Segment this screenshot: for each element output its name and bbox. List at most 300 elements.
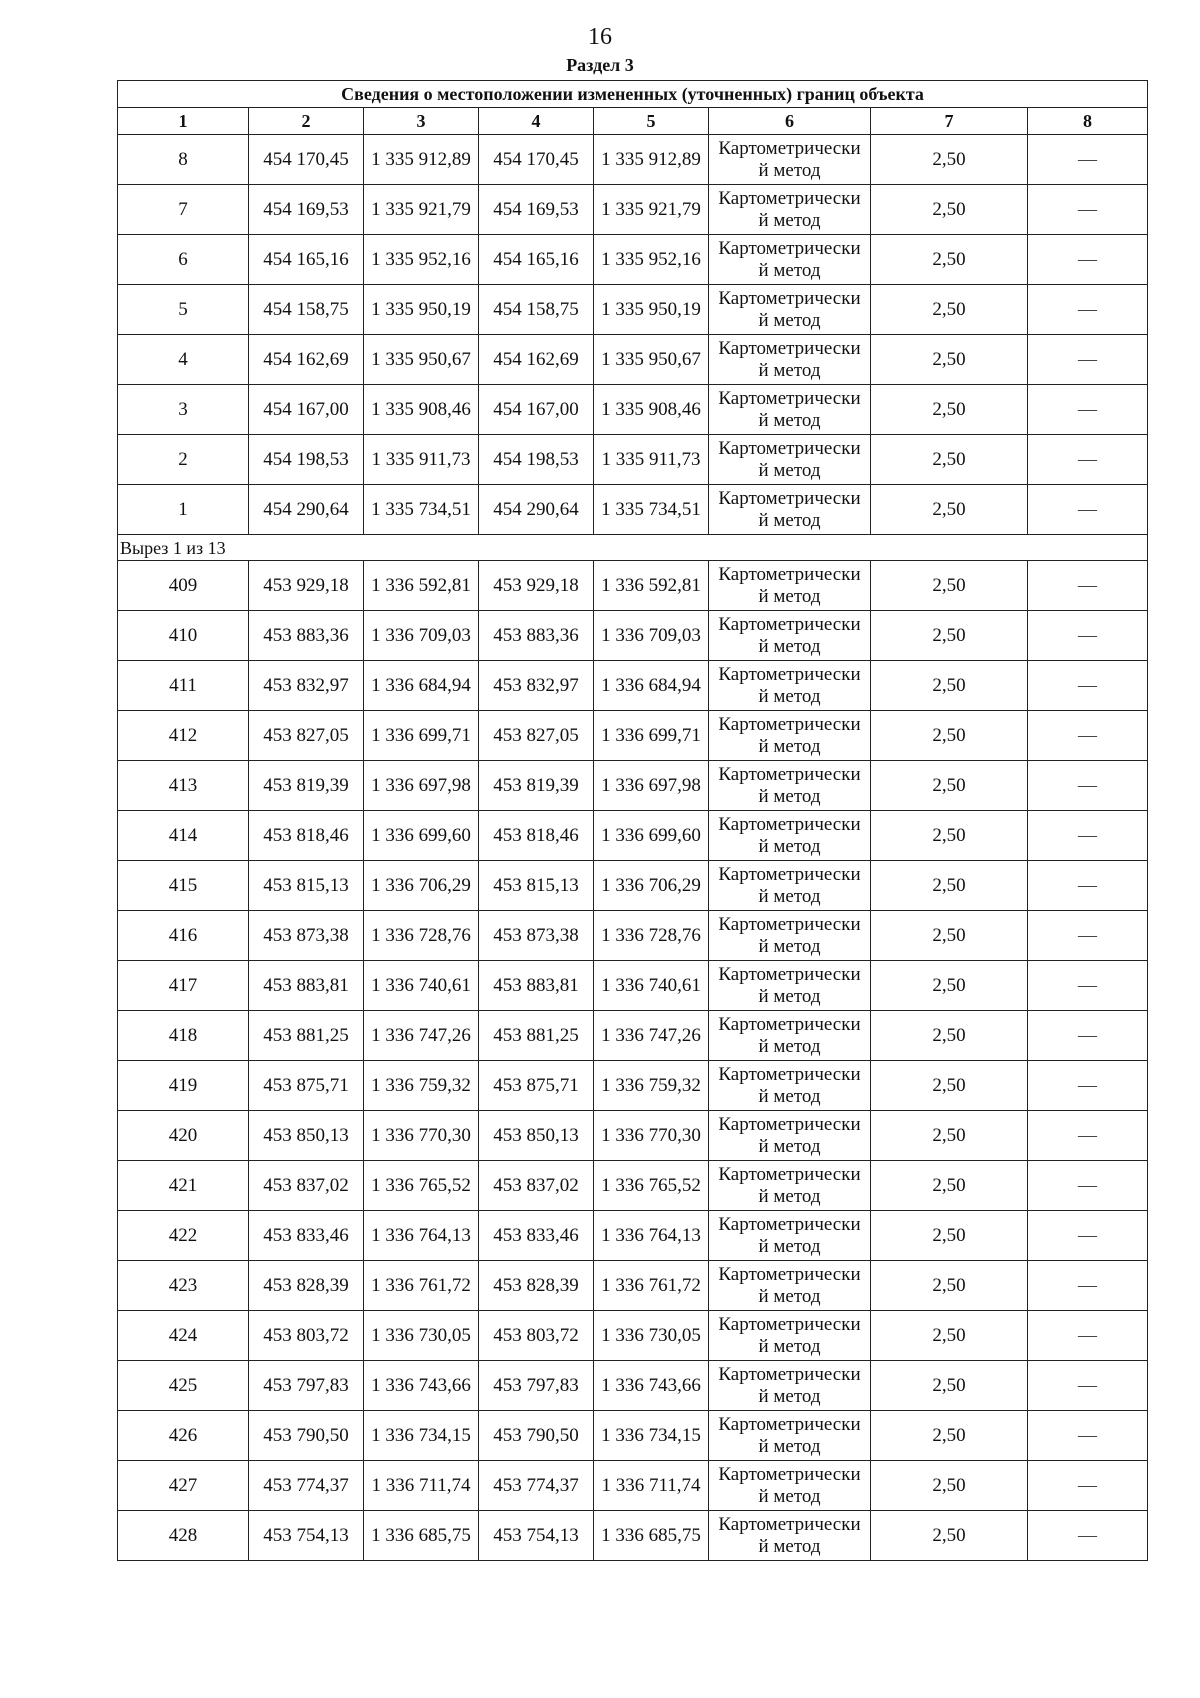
new-y: 1 336 747,26 — [594, 1011, 709, 1061]
description: — — [1028, 1161, 1148, 1211]
method-cell — [709, 611, 871, 661]
method-line-1: Картометрически — [718, 337, 861, 359]
method-line-1: Картометрически — [718, 1313, 861, 1335]
existing-x: 453 832,97 — [249, 661, 364, 711]
precision: 2,50 — [871, 1311, 1028, 1361]
existing-y: 1 336 699,60 — [364, 811, 479, 861]
existing-x: 453 873,38 — [249, 911, 364, 961]
method-line-2: й метод — [758, 459, 821, 481]
method-cell — [709, 1111, 871, 1161]
existing-y: 1 335 908,46 — [364, 385, 479, 435]
method-line-2: й метод — [758, 585, 821, 607]
method-line-1: Картометрически — [718, 1463, 861, 1485]
point-number: 6 — [118, 235, 249, 285]
new-x: 453 774,37 — [479, 1461, 594, 1511]
method-cell — [709, 285, 871, 335]
existing-y: 1 335 912,89 — [364, 135, 479, 185]
method-line-1: Картометрически — [718, 563, 861, 585]
table-row — [118, 1361, 1148, 1411]
new-x: 453 790,50 — [479, 1411, 594, 1461]
method-line-1: Картометрически — [718, 237, 861, 259]
point-number: 4 — [118, 335, 249, 385]
table-row — [118, 235, 1148, 285]
point-number: 418 — [118, 1011, 249, 1061]
column-number: 3 — [364, 108, 479, 135]
existing-y: 1 336 730,05 — [364, 1311, 479, 1361]
new-y: 1 336 685,75 — [594, 1511, 709, 1561]
precision: 2,50 — [871, 285, 1028, 335]
precision: 2,50 — [871, 961, 1028, 1011]
method-line-1: Картометрически — [718, 137, 861, 159]
method-line-1: Картометрически — [718, 387, 861, 409]
point-number: 410 — [118, 611, 249, 661]
new-y: 1 336 709,03 — [594, 611, 709, 661]
precision: 2,50 — [871, 1411, 1028, 1461]
method-line-1: Картометрически — [718, 1413, 861, 1435]
description: — — [1028, 661, 1148, 711]
existing-x: 453 833,46 — [249, 1211, 364, 1261]
point-number: 417 — [118, 961, 249, 1011]
method-cell — [709, 1211, 871, 1261]
table-row — [118, 811, 1148, 861]
method-line-2: й метод — [758, 509, 821, 531]
point-number: 420 — [118, 1111, 249, 1161]
point-number: 425 — [118, 1361, 249, 1411]
new-x: 453 850,13 — [479, 1111, 594, 1161]
point-number: 426 — [118, 1411, 249, 1461]
existing-x: 453 883,81 — [249, 961, 364, 1011]
new-x: 453 815,13 — [479, 861, 594, 911]
new-x: 454 165,16 — [479, 235, 594, 285]
point-number: 413 — [118, 761, 249, 811]
method-cell — [709, 1361, 871, 1411]
method-cell — [709, 661, 871, 711]
method-line-2: й метод — [758, 1335, 821, 1357]
method-line-2: й метод — [758, 1035, 821, 1057]
new-x: 453 881,25 — [479, 1011, 594, 1061]
description: — — [1028, 1411, 1148, 1461]
method-line-1: Картометрически — [718, 1163, 861, 1185]
existing-x: 454 158,75 — [249, 285, 364, 335]
precision: 2,50 — [871, 1511, 1028, 1561]
column-number-row — [118, 108, 1148, 135]
precision: 2,50 — [871, 335, 1028, 385]
existing-x: 453 837,02 — [249, 1161, 364, 1211]
point-number: 424 — [118, 1311, 249, 1361]
new-y: 1 335 734,51 — [594, 485, 709, 535]
method-line-1: Картометрически — [718, 613, 861, 635]
table-row — [118, 435, 1148, 485]
new-x: 454 162,69 — [479, 335, 594, 385]
point-number: 414 — [118, 811, 249, 861]
method-line-1: Картометрически — [718, 963, 861, 985]
method-line-1: Картометрически — [718, 1263, 861, 1285]
new-y: 1 336 728,76 — [594, 911, 709, 961]
method-line-2: й метод — [758, 1085, 821, 1107]
table-row — [118, 1261, 1148, 1311]
description: — — [1028, 761, 1148, 811]
existing-y: 1 336 685,75 — [364, 1511, 479, 1561]
method-line-2: й метод — [758, 735, 821, 757]
precision: 2,50 — [871, 761, 1028, 811]
method-line-2: й метод — [758, 1485, 821, 1507]
method-cell — [709, 1511, 871, 1561]
description: — — [1028, 1211, 1148, 1261]
description: — — [1028, 235, 1148, 285]
description: — — [1028, 1261, 1148, 1311]
table-row — [118, 1461, 1148, 1511]
description: — — [1028, 185, 1148, 235]
precision: 2,50 — [871, 1011, 1028, 1061]
table-row — [118, 385, 1148, 435]
existing-x: 453 883,36 — [249, 611, 364, 661]
description: — — [1028, 1461, 1148, 1511]
table-row — [118, 335, 1148, 385]
existing-x: 453 819,39 — [249, 761, 364, 811]
method-cell — [709, 761, 871, 811]
point-number: 423 — [118, 1261, 249, 1311]
precision: 2,50 — [871, 661, 1028, 711]
table-row — [118, 961, 1148, 1011]
new-x: 454 158,75 — [479, 285, 594, 335]
existing-y: 1 336 734,15 — [364, 1411, 479, 1461]
new-x: 454 290,64 — [479, 485, 594, 535]
table-row — [118, 861, 1148, 911]
new-y: 1 336 734,15 — [594, 1411, 709, 1461]
table-row — [118, 661, 1148, 711]
existing-y: 1 336 743,66 — [364, 1361, 479, 1411]
new-x: 454 198,53 — [479, 435, 594, 485]
method-cell — [709, 561, 871, 611]
table-row — [118, 1411, 1148, 1461]
method-cell — [709, 861, 871, 911]
table-row — [118, 485, 1148, 535]
existing-y: 1 335 952,16 — [364, 235, 479, 285]
method-line-2: й метод — [758, 985, 821, 1007]
existing-y: 1 336 740,61 — [364, 961, 479, 1011]
existing-x: 453 875,71 — [249, 1061, 364, 1111]
method-line-1: Картометрически — [718, 913, 861, 935]
new-y: 1 336 764,13 — [594, 1211, 709, 1261]
precision: 2,50 — [871, 485, 1028, 535]
new-x: 453 819,39 — [479, 761, 594, 811]
point-number: 419 — [118, 1061, 249, 1111]
new-x: 454 169,53 — [479, 185, 594, 235]
description: — — [1028, 335, 1148, 385]
new-y: 1 336 697,98 — [594, 761, 709, 811]
existing-y: 1 336 728,76 — [364, 911, 479, 961]
existing-y: 1 335 950,67 — [364, 335, 479, 385]
method-line-2: й метод — [758, 309, 821, 331]
existing-x: 453 790,50 — [249, 1411, 364, 1461]
new-x: 453 883,81 — [479, 961, 594, 1011]
precision: 2,50 — [871, 1211, 1028, 1261]
method-line-2: й метод — [758, 209, 821, 231]
cutout-row — [118, 535, 1148, 561]
description: — — [1028, 485, 1148, 535]
existing-y: 1 336 709,03 — [364, 611, 479, 661]
existing-x: 454 290,64 — [249, 485, 364, 535]
existing-x: 453 929,18 — [249, 561, 364, 611]
description: — — [1028, 435, 1148, 485]
new-x: 453 827,05 — [479, 711, 594, 761]
method-line-1: Картометрически — [718, 1363, 861, 1385]
description: — — [1028, 811, 1148, 861]
new-y: 1 336 706,29 — [594, 861, 709, 911]
point-number: 412 — [118, 711, 249, 761]
method-line-1: Картометрически — [718, 287, 861, 309]
new-y: 1 336 770,30 — [594, 1111, 709, 1161]
new-x: 453 797,83 — [479, 1361, 594, 1411]
precision: 2,50 — [871, 135, 1028, 185]
existing-x: 453 803,72 — [249, 1311, 364, 1361]
method-line-2: й метод — [758, 409, 821, 431]
existing-y: 1 336 592,81 — [364, 561, 479, 611]
point-number: 416 — [118, 911, 249, 961]
new-x: 453 803,72 — [479, 1311, 594, 1361]
description: — — [1028, 961, 1148, 1011]
table-row — [118, 761, 1148, 811]
new-y: 1 336 684,94 — [594, 661, 709, 711]
column-number: 1 — [118, 108, 249, 135]
new-x: 453 818,46 — [479, 811, 594, 861]
method-line-1: Картометрически — [718, 713, 861, 735]
existing-y: 1 336 770,30 — [364, 1111, 479, 1161]
existing-y: 1 336 761,72 — [364, 1261, 479, 1311]
method-line-2: й метод — [758, 835, 821, 857]
method-cell — [709, 1411, 871, 1461]
table-row — [118, 1161, 1148, 1211]
method-line-1: Картометрически — [718, 487, 861, 509]
new-y: 1 335 908,46 — [594, 385, 709, 435]
existing-y: 1 336 697,98 — [364, 761, 479, 811]
method-line-1: Картометрически — [718, 1063, 861, 1085]
existing-y: 1 336 765,52 — [364, 1161, 479, 1211]
new-x: 453 873,38 — [479, 911, 594, 961]
table-row — [118, 135, 1148, 185]
point-number: 428 — [118, 1511, 249, 1561]
description: — — [1028, 611, 1148, 661]
table-row — [118, 611, 1148, 661]
existing-y: 1 336 706,29 — [364, 861, 479, 911]
method-line-2: й метод — [758, 1435, 821, 1457]
table-row — [118, 911, 1148, 961]
new-y: 1 336 761,72 — [594, 1261, 709, 1311]
method-line-2: й метод — [758, 1135, 821, 1157]
existing-x: 453 881,25 — [249, 1011, 364, 1061]
new-x: 454 167,00 — [479, 385, 594, 435]
method-cell — [709, 1011, 871, 1061]
new-x: 453 929,18 — [479, 561, 594, 611]
precision: 2,50 — [871, 435, 1028, 485]
boundary-table — [117, 80, 1148, 1561]
method-line-1: Картометрически — [718, 763, 861, 785]
precision: 2,50 — [871, 861, 1028, 911]
table-row — [118, 1061, 1148, 1111]
method-line-1: Картометрически — [718, 1513, 861, 1535]
method-line-1: Картометрически — [718, 1213, 861, 1235]
method-line-2: й метод — [758, 1185, 821, 1207]
new-x: 453 837,02 — [479, 1161, 594, 1211]
point-number: 8 — [118, 135, 249, 185]
point-number: 3 — [118, 385, 249, 435]
new-y: 1 336 699,71 — [594, 711, 709, 761]
method-line-2: й метод — [758, 785, 821, 807]
point-number: 409 — [118, 561, 249, 611]
point-number: 415 — [118, 861, 249, 911]
new-x: 453 828,39 — [479, 1261, 594, 1311]
existing-x: 453 815,13 — [249, 861, 364, 911]
point-number: 421 — [118, 1161, 249, 1211]
table-row — [118, 1211, 1148, 1261]
method-cell — [709, 811, 871, 861]
method-line-2: й метод — [758, 685, 821, 707]
method-cell — [709, 1311, 871, 1361]
precision: 2,50 — [871, 911, 1028, 961]
existing-y: 1 336 759,32 — [364, 1061, 479, 1111]
table-row — [118, 1011, 1148, 1061]
point-number: 5 — [118, 285, 249, 335]
method-cell — [709, 1061, 871, 1111]
method-line-1: Картометрически — [718, 437, 861, 459]
existing-x: 454 167,00 — [249, 385, 364, 435]
description: — — [1028, 1111, 1148, 1161]
description: — — [1028, 285, 1148, 335]
section-title: Раздел 3 — [566, 55, 634, 75]
table-row — [118, 1511, 1148, 1561]
point-number: 427 — [118, 1461, 249, 1511]
method-line-2: й метод — [758, 1235, 821, 1257]
description: — — [1028, 1511, 1148, 1561]
method-line-1: Картометрически — [718, 187, 861, 209]
description: — — [1028, 1061, 1148, 1111]
method-line-2: й метод — [758, 1285, 821, 1307]
existing-x: 454 198,53 — [249, 435, 364, 485]
column-number: 8 — [1028, 108, 1148, 135]
precision: 2,50 — [871, 1361, 1028, 1411]
method-cell — [709, 1261, 871, 1311]
existing-y: 1 335 921,79 — [364, 185, 479, 235]
point-number: 1 — [118, 485, 249, 535]
method-line-1: Картометрически — [718, 1113, 861, 1135]
table-caption-row — [118, 81, 1148, 108]
existing-x: 454 169,53 — [249, 185, 364, 235]
method-line-1: Картометрически — [718, 1013, 861, 1035]
new-y: 1 336 592,81 — [594, 561, 709, 611]
column-number: 6 — [709, 108, 871, 135]
new-y: 1 336 730,05 — [594, 1311, 709, 1361]
existing-x: 453 828,39 — [249, 1261, 364, 1311]
point-number: 2 — [118, 435, 249, 485]
point-number: 422 — [118, 1211, 249, 1261]
existing-y: 1 335 911,73 — [364, 435, 479, 485]
new-y: 1 335 950,67 — [594, 335, 709, 385]
method-cell — [709, 185, 871, 235]
method-line-1: Картометрически — [718, 813, 861, 835]
existing-x: 454 165,16 — [249, 235, 364, 285]
method-line-2: й метод — [758, 359, 821, 381]
description: — — [1028, 561, 1148, 611]
column-number: 4 — [479, 108, 594, 135]
column-number: 7 — [871, 108, 1028, 135]
description: — — [1028, 385, 1148, 435]
new-x: 453 832,97 — [479, 661, 594, 711]
new-y: 1 335 921,79 — [594, 185, 709, 235]
point-number: 411 — [118, 661, 249, 711]
new-x: 453 754,13 — [479, 1511, 594, 1561]
precision: 2,50 — [871, 1061, 1028, 1111]
precision: 2,50 — [871, 561, 1028, 611]
table-row — [118, 561, 1148, 611]
existing-y: 1 335 734,51 — [364, 485, 479, 535]
existing-y: 1 336 764,13 — [364, 1211, 479, 1261]
existing-y: 1 335 950,19 — [364, 285, 479, 335]
column-number: 2 — [249, 108, 364, 135]
new-x: 453 883,36 — [479, 611, 594, 661]
existing-x: 454 170,45 — [249, 135, 364, 185]
column-number: 5 — [594, 108, 709, 135]
method-cell — [709, 485, 871, 535]
method-cell — [709, 1461, 871, 1511]
method-cell — [709, 1161, 871, 1211]
method-line-2: й метод — [758, 159, 821, 181]
new-y: 1 335 912,89 — [594, 135, 709, 185]
method-cell — [709, 961, 871, 1011]
existing-x: 453 827,05 — [249, 711, 364, 761]
table-row — [118, 1111, 1148, 1161]
description: — — [1028, 911, 1148, 961]
new-y: 1 336 759,32 — [594, 1061, 709, 1111]
new-y: 1 336 743,66 — [594, 1361, 709, 1411]
table-row — [118, 285, 1148, 335]
description: — — [1028, 1011, 1148, 1061]
precision: 2,50 — [871, 185, 1028, 235]
method-line-2: й метод — [758, 259, 821, 281]
existing-x: 453 797,83 — [249, 1361, 364, 1411]
precision: 2,50 — [871, 235, 1028, 285]
method-line-1: Картометрически — [718, 663, 861, 685]
method-line-2: й метод — [758, 1535, 821, 1557]
method-cell — [709, 435, 871, 485]
page-number: 16 — [588, 24, 612, 50]
method-line-1: Картометрически — [718, 863, 861, 885]
method-line-2: й метод — [758, 635, 821, 657]
precision: 2,50 — [871, 711, 1028, 761]
table-row — [118, 185, 1148, 235]
existing-x: 453 850,13 — [249, 1111, 364, 1161]
new-y: 1 336 765,52 — [594, 1161, 709, 1211]
precision: 2,50 — [871, 1161, 1028, 1211]
existing-x: 453 754,13 — [249, 1511, 364, 1561]
method-line-2: й метод — [758, 885, 821, 907]
method-cell — [709, 335, 871, 385]
new-x: 453 875,71 — [479, 1061, 594, 1111]
description: — — [1028, 1361, 1148, 1411]
precision: 2,50 — [871, 811, 1028, 861]
point-number: 7 — [118, 185, 249, 235]
precision: 2,50 — [871, 611, 1028, 661]
precision: 2,50 — [871, 1461, 1028, 1511]
precision: 2,50 — [871, 385, 1028, 435]
existing-y: 1 336 699,71 — [364, 711, 479, 761]
method-cell — [709, 711, 871, 761]
existing-y: 1 336 747,26 — [364, 1011, 479, 1061]
method-line-2: й метод — [758, 935, 821, 957]
method-line-2: й метод — [758, 1385, 821, 1407]
new-y: 1 335 952,16 — [594, 235, 709, 285]
description: — — [1028, 1311, 1148, 1361]
existing-x: 453 774,37 — [249, 1461, 364, 1511]
